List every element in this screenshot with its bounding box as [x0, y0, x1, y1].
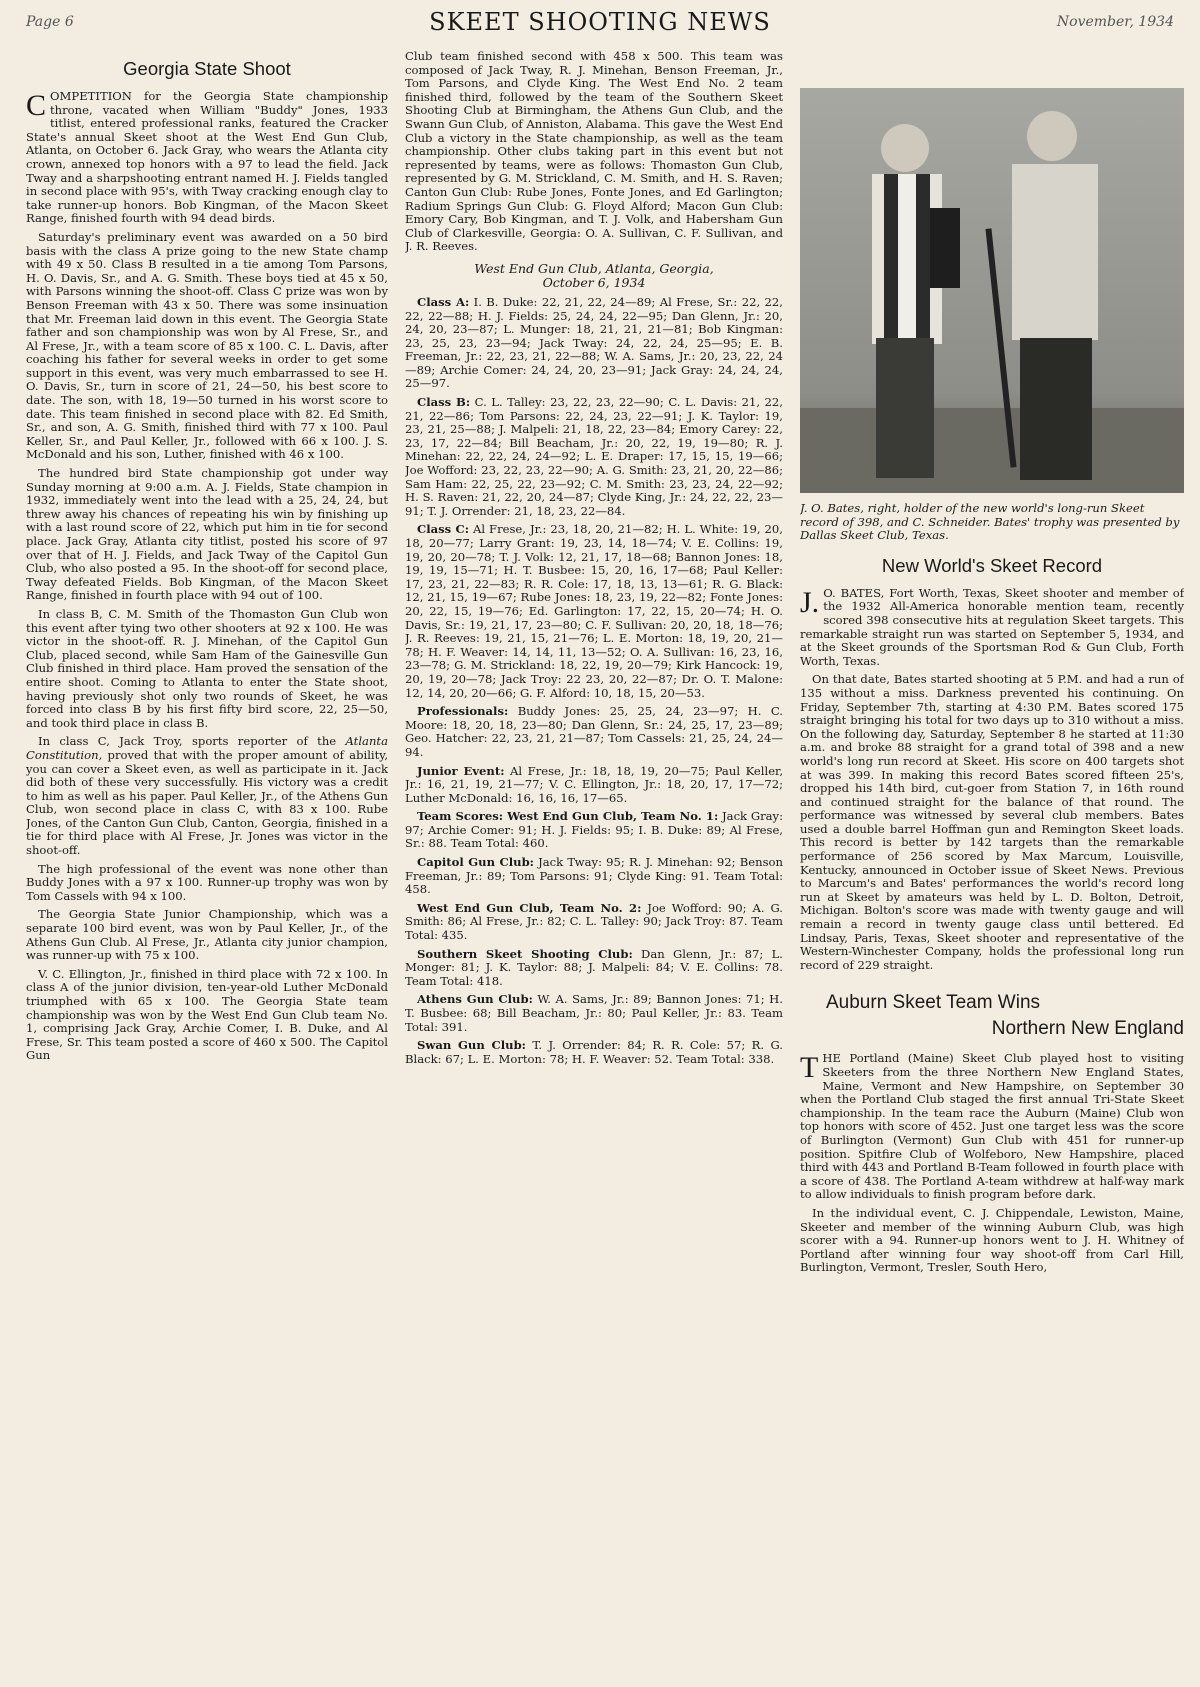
drop-cap: T	[800, 1051, 819, 1085]
georgia-paragraph-6: The high professional of the event was none other than Buddy Jones with a 97 x 100. Runner-up trophy was won by Tom Cassels with 94 x 100.	[26, 861, 388, 903]
georgia-paragraph-3: The hundred bird State championship got under way Sunday morning at 9:00 a.m. A. J. Fields, State champion in 1932, immediately went into the lead with a 25, 24, 24, but threw away his chances of repeating his win by finishing up with a last round score of 22, which put him in tie for second place. Jack Gray, Atlanta city titlist, posted his score of 97 over that of H. J. Fields, and Jack Tway of the Capitol Gun Club, who also posted a 95. In the shoot-off for second place, Tway defeated Fields. Bob Kingman, of the Macon Skeet Range, finished in fourth place with 94 out of 100.	[26, 466, 388, 603]
results-paragraph	[405, 948, 783, 989]
results-list	[405, 296, 783, 1066]
drop-cap: C	[26, 89, 47, 122]
results-label: Professionals:	[417, 704, 509, 719]
auburn-paragraph-1: THE Portland (Maine) Skeet Club played host to visiting Skeeters from the three Northern New England States, Maine, Vermont and New Hampshire, on September 30 when the Portland Club staged the first annual Tri-State Skeet championship. In the team race the Auburn (Maine) Club won top honors with score of 452. Just one target less was the score of Burlington (Vermont) Gun Club with 451 for runner-up position. Spitfire Club of Wolfeboro, New Hampshire, placed third with 443 and Portland B-Team followed in fourth place with a score of 438. The Portland A-team withdrew at half-way mark to allow individuals to finish program before dark.	[800, 1051, 1184, 1202]
record-paragraph-2: On that date, Bates started shooting at 5 P.M. and had a run of 135 without a miss. Darkness prevented his continuing. On Friday, September 7th, starting at 4:30 P.M. Bates scored 175 straight bringing his total for two days up to 310 without a miss. On the following day, Saturday, September 8 he started at 11:30 a.m. and broke 88 straight for a grand total of 398 and a new world's long run record at Skeet. His score on 400 targets shot at was 399. In making this record Bates scored fifteen 25's, dropped his 14th bird, cut-goer from Station 7, in 16th round and continued straight for the balance of that round. The performance was witnessed by several club members. Bates used a double barrel Hoffman gun and Remington Skeet loads. This record is better by 142 targets than the remarkable performance of 256 scored by Max Marcum, Louisville, Kentucky, announced in October issue of Skeet News. Previous to Marcum's and Bates' performances the world's record long run at Skeet by amateurs was held by L. D. Bolton, Detroit, Michigan. Bolton's score was made with twenty gauge and will remain a record in twenty gauge class until bettered. Ed Lindsay, Paris, Texas, Skeet shooter and representative of the Western-Winchester Company, holds the professional long run record of 229 straight.	[800, 672, 1184, 972]
auburn-paragraph-2: In the individual event, C. J. Chippendale, Lewiston, Maine, Skeeter and member of the winning Auburn Club, was high scorer with a 94. Runner-up honors went to J. H. Whitney of Portland after winning four way shoot-off from Carl Hill, Burlington, Vermont, Tresler, South Hero,	[800, 1205, 1184, 1275]
results-scores: Jack Gray: 97; Archie Comer: 91; H. J. Fields: 95; I. B. Duke: 89; Al Frese, Sr.: 88. Team Total: 460.	[405, 809, 783, 851]
results-scores: Al Frese, Jr.: 18, 18, 19, 20—75; Paul Keller, Jr.: 16, 21, 19, 21—77; V. C. Ellington, Jr.: 18, 20, 17, 17—72; Luther McDonald: 16, 16, 16, 17—65.	[405, 763, 783, 805]
results-heading: West End Gun Club, Atlanta, Georgia, October 6, 1934	[474, 260, 714, 290]
results-label: Class C:	[417, 522, 470, 537]
photo-illustration	[800, 88, 1184, 493]
results-label: Capitol Gun Club:	[417, 855, 534, 870]
results-scores: C. L. Talley: 23, 22, 23, 22—90; C. L. Davis: 21, 22, 21, 22—86; Tom Parsons: 22, 24, 23, 22—91; J. K. Taylor: 19, 23, 21, 25—88; J. Malpeli: 21, 18, 22, 23—84; Emory Carey: 22, 23, 17, 22—84; Bill Beacham, Jr.: 20, 22, 19, 19—80; R. J. Minehan: 22, 22, 24, 24—92; L. E. Draper: 17, 15, 15, 19—66; Joe Wofford: 23, 22, 23, 22—90; A. G. Smith: 23, 21, 20, 22—86; Sam Ham: 22, 25, 22, 23—92; C. M. Smith: 23, 23, 24, 22—92; H. S. Raven: 21, 22, 20, 24—87; Clyde King, Jr.: 24, 22, 22, 23—91; T. J. Orrender: 21, 18, 23, 22—84.	[405, 395, 783, 518]
drop-cap: J.	[800, 585, 820, 619]
results-scores: W. A. Sams, Jr.: 89; Bannon Jones: 71; H. T. Busbee: 68; Bill Beacham, Jr.: 80; Paul Keller, Jr.: 83. Team Total: 391.	[405, 992, 783, 1034]
georgia-paragraph-5: In class C, Jack Troy, sports reporter of the Atlanta Constitution, proved that with the proper amount of ability, you can cover a Skeet even, as well as participate in it. Jack did both of these very successfully. His victory was a credit to him as well as his paper. Paul Keller, Jr., of the Athens Gun Club, won second place in class C, with 83 x 100. Rube Jones, of the Canton Gun Club, Canton, Georgia, finished in a tie for third place with Al Frese, Jr. Jones was victor in the shoot-off.	[26, 734, 388, 858]
results-label: Southern Skeet Shooting Club:	[417, 946, 633, 961]
georgia-paragraph-9: Club team finished second with 458 x 500. This team was composed of Jack Tway, R. J. Minehan, Benson Freeman, Jr., Tom Parsons, and Clyde King. The West End No. 2 team finished third, followed by the team of the Southern Skeet Shooting Club at Birmingham, the Athens Gun Club, and the Swann Gun Club, of Anniston, Alabama. This gave the West End Club a victory in the State championship, as well as the team championship. Other clubs taking part in this event but not represented by teams, were as follows: Thomaston Gun Club, represented by G. M. Strickland, C. M. Smith, and H. S. Raven; Canton Gun Club: Rube Jones, Fonte Jones, and Ed Garlington; Radium Springs Gun Club: G. Floyd Alford; Macon Gun Club: Emory Cary, Bob Kingman, and T. J. Volk, and Habersham Gun Club of Clarkesville, Georgia: O. A. Sullivan, C. F. Sullivan, and J. R. Reeves.	[405, 50, 783, 254]
georgia-paragraph-2: Saturday's preliminary event was awarded on a 50 bird basis with the class A prize going to the new State champ with 49 x 50. Class B resulted in a tie among Tom Parsons, H. O. Davis, Sr., and A. G. Smith. These boys tied at 45 x 50, with Parsons winning the shoot-off. Class C prize was won by Benson Freeman with 43 x 50. There was some insinuation that Mr. Freeman laid down in this event. The Georgia State father and son championship was won by Al Frese, Sr., and Al Frese, Jr., with a team score of 85 x 100. C. L. Davis, after coaching his father for several weeks in order to get some support in this event, was very much embarrassed to see H. O. Davis, Sr., turn in score of 21, 24—50, his best score to date. The son, with 18, 19—50 turned in his worst score to date. This team finished in second place with 82. Ed Smith, Sr., and son, A. G. Smith, finished third with 77 x 100. Paul Keller, Sr., and Paul Keller, Jr., followed with 66 x 100. J. S. McDonald and his son, Luther, finished with 46 x 100.	[26, 229, 388, 462]
results-label: Junior Event:	[417, 763, 505, 778]
column-2	[405, 50, 783, 1681]
issue-date: November, 1934	[1056, 14, 1174, 30]
photo-caption: J. O. Bates, right, holder of the new world's long-run Skeet record of 398, and C. Schneider. Bates' trophy was presented by Dallas Skeet Club, Texas.	[800, 501, 1180, 543]
results-scores: Al Frese, Jr.: 23, 18, 20, 21—82; H. L. White: 19, 20, 18, 20—77; Larry Grant: 19, 23, 14, 18—74; V. E. Collins: 19, 19, 20, 20—78; T. J. Volk: 12, 21, 17, 18—68; Bannon Jones: 18, 19, 19, 15—71; H. T. Busbee: 15, 20, 16, 17—68; Paul Keller: 17, 23, 21, 22—83; R. R. Cole: 17, 18, 13, 13—61; R. G. Black: 12, 21, 15, 19—67; Rube Jones: 18, 23, 19, 22—82; Fonte Jones: 20, 22, 15, 19—76; Ed. Garlington: 17, 22, 15, 20—74; H. O. Davis, Sr.: 19, 21, 17, 23—80; C. F. Sullivan: 20, 20, 18, 18—76; J. R. Reeves: 19, 21, 15, 21—76; L. E. Morton: 18, 19, 20, 21—78; H. F. Weaver: 14, 14, 11, 13—52; O. A. Sullivan: 16, 23, 16, 23—78; G. M. Strickland: 18, 22, 19, 20—79; Kirk Hancock: 19, 20, 19, 20—78; Jack Troy: 22 23, 20, 22—87; Dr. O. T. Malone: 12, 14, 20, 20—66; G. F. Alford: 10, 18, 15, 20—53.	[405, 522, 783, 700]
column-1	[26, 50, 388, 1681]
georgia-paragraph-8: V. C. Ellington, Jr., finished in third place with 72 x 100. In class A of the junior division, ten-year-old Luther McDonald triumphed with 65 x 100. The Georgia State team championship was won by the West End Gun Club team No. 1, comprising Jack Gray, Archie Comer, I. B. Duke, and Al Frese, Sr. This team posted a score of 460 x 500. The Capitol Gun	[26, 966, 388, 1063]
page-number: Page 6	[26, 14, 74, 30]
photo-bates-schneider	[800, 88, 1184, 493]
results-paragraph	[405, 296, 783, 391]
results-scores: I. B. Duke: 22, 21, 22, 24—89; Al Frese, Sr.: 22, 22, 22, 22—88; H. J. Fields: 25, 24, 24, 22—95; Dan Glenn, Jr.: 20, 24, 20, 23—87; L. Munger: 18, 21, 21, 21—81; Bob Kingman: 23, 25, 23, 23—94; Jack Tway: 24, 22, 24, 25—95; E. B. Freeman, Jr.: 22, 23, 21, 22—88; W. A. Sams, Jr.: 20, 23, 22, 24—89; Archie Comer: 24, 24, 20, 23—91; Jack Gray: 24, 24, 24, 25—97.	[405, 294, 783, 391]
results-paragraph	[405, 856, 783, 897]
results-scores: Joe Wofford: 90; A. G. Smith: 86; Al Frese, Jr.: 82; C. L. Talley: 90; Jack Troy: 87. Team Total: 435.	[405, 900, 783, 943]
results-scores: T. J. Orrender: 84; R. R. Cole: 57; R. G. Black: 67; L. E. Morton: 78; H. F. Weaver: 52. Team Total: 338.	[405, 1038, 783, 1066]
results-label: Team Scores: West End Gun Club, Team No. 1:	[417, 809, 719, 824]
record-paragraph-1: J. O. BATES, Fort Worth, Texas, Skeet shooter and member of the 1932 All-America honorable mention team, recently scored 398 consecutive hits at regulation Skeet targets. This remarkable straight run was started on September 5, 1934, and at the Skeet grounds of the Sportsman Rod & Gun Club, Forth Worth, Texas.	[800, 585, 1184, 668]
results-paragraph	[405, 396, 783, 518]
results-label: Class A:	[417, 294, 470, 309]
results-scores: Buddy Jones: 25, 25, 24, 23—97; H. C. Moore: 18, 20, 18, 23—80; Dan Glenn, Sr.: 24, 25, 17, 23—89; Geo. Hatcher: 22, 23, 21, 21—87; Tom Cassels: 21, 25, 24, 24—94.	[405, 704, 783, 759]
results-paragraph	[405, 765, 783, 806]
georgia-paragraph-1: COMPETITION for the Georgia State championship throne, vacated when William "Buddy" Jones, 1933 titlist, entered professional ranks, featured the Cracker State's annual Skeet shoot at the West End Gun Club, Atlanta, on October 6. Jack Gray, who wears the Atlanta city crown, annexed top honors with a 97 to lead the field. Jack Tway and a sharpshooting entrant named H. J. Fields tangled in second place with 95's, with Tway cracking enough clay to take runner-up honors. Bob Kingman, of the Macon Skeet Range, finished fourth with 94 dead birds.	[26, 89, 388, 226]
results-label: Swan Gun Club:	[417, 1038, 526, 1053]
publication-title: SKEET SHOOTING NEWS	[429, 8, 771, 36]
record-article-title: New World's Skeet Record	[881, 554, 1103, 576]
results-paragraph	[405, 523, 783, 700]
results-label: Class B:	[417, 395, 471, 410]
results-label: Athens Gun Club:	[417, 992, 533, 1007]
results-paragraph	[405, 810, 783, 851]
results-scores: Dan Glenn, Jr.: 87; L. Monger: 81; J. K. Taylor: 88; J. Malpeli: 84; V. E. Collins: 78. Team Total: 418.	[405, 946, 783, 988]
auburn-article-title: Auburn Skeet Team Wins Northern New England	[826, 992, 1184, 1040]
results-label: West End Gun Club, Team No. 2:	[417, 900, 642, 915]
georgia-paragraph-4: In class B, C. M. Smith of the Thomaston Gun Club won this event after tying two other shooters at 92 x 100. He was victor in the shoot-off. R. J. Minehan, of the Capitol Gun Club, placed second, while Sam Ham of the Gainesville Gun Club finished in third place. Ham proved the sensation of the entire shoot. Coming to Atlanta to enter the State shoot, having previously shot only two rounds of Skeet, he was forced into class B by his first fifty bird score, 22, 25—50, and took third place in class B.	[26, 606, 388, 730]
results-paragraph	[405, 705, 783, 759]
results-scores: Jack Tway: 95; R. J. Minehan: 92; Benson Freeman, Jr.: 89; Tom Parsons: 91; Clyde King: 91. Team Total: 458.	[405, 855, 783, 897]
results-paragraph	[405, 902, 783, 943]
results-paragraph	[405, 1039, 783, 1066]
column-3	[800, 50, 1184, 1681]
newspaper-name: Atlanta Constitution,	[26, 734, 388, 762]
page-header	[26, 8, 1174, 38]
georgia-article-title: Georgia State Shoot	[123, 58, 291, 79]
georgia-paragraph-7: The Georgia State Junior Championship, which was a separate 100 bird event, was won by Paul Keller, Jr., of the Athens Gun Club. Al Frese, Jr., Atlanta city junior champion, was runner-up with 75 x 100.	[26, 907, 388, 963]
results-paragraph	[405, 993, 783, 1034]
